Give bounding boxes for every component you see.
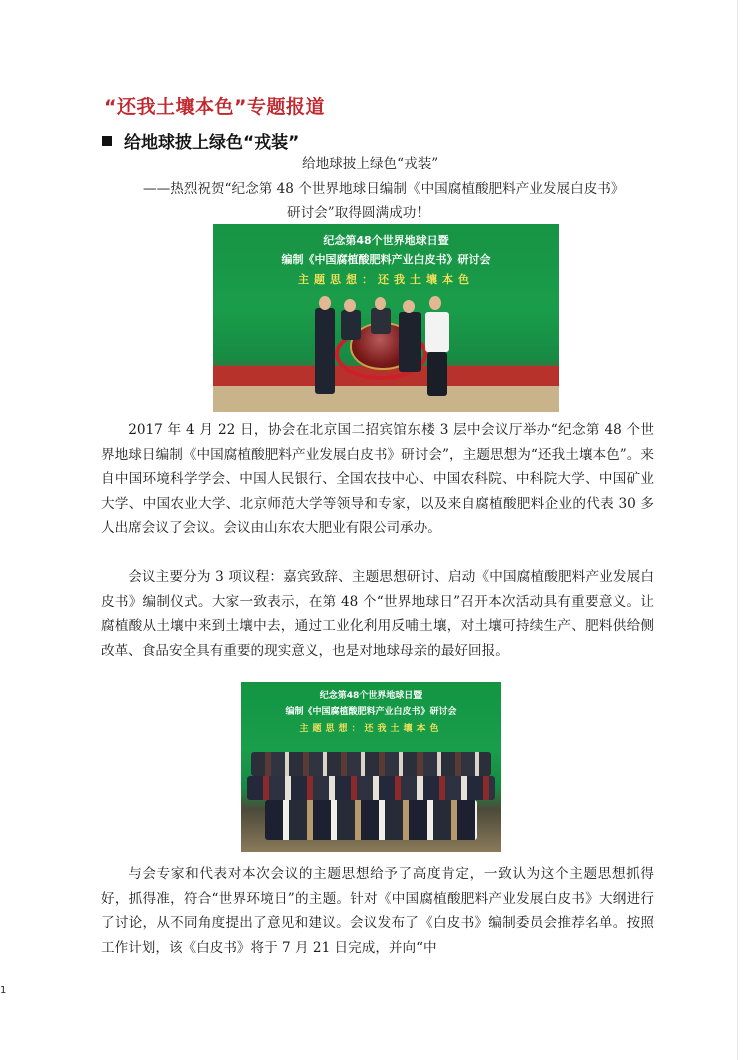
photo-banner-line1: 纪念第48个世界地球日暨 [323, 234, 449, 247]
photo-banner-line3: 主题思想：还我土壤本色 [299, 724, 443, 734]
person [399, 312, 421, 372]
page-edge [737, 0, 738, 1060]
person-head [319, 296, 331, 310]
article-subhead-line2: 研讨会”取得圆满成功！ [287, 205, 430, 221]
person-head [375, 297, 386, 310]
person [371, 308, 391, 334]
article-headline: 给地球披上绿色“戎装” [302, 156, 439, 172]
paragraph-3: 与会专家和代表对本次会议的主题思想给予了高度肯定，一致认为这个主题思想抓得好，抓得准，符合“世界环境日”的主题。针对《中国腐植酸肥料产业发展白皮书》大纲进行了讨论，从不同角度提出了意见和建议。会议发布了《白皮书》编制委员会推荐名单。按照工作计划，该《白皮书》将于 7 月 21 日完成，并向“中 [101, 866, 654, 956]
square-bullet-icon [102, 136, 112, 146]
person-head [403, 300, 415, 313]
person [427, 352, 447, 396]
subsection-heading [102, 128, 299, 153]
group-back-row [251, 752, 491, 776]
photo-banner-line2: 编制《中国腐植酸肥料产业白皮书》研讨会 [285, 707, 457, 717]
photo-banner-line2: 编制《中国腐植酸肥料产业白皮书》研讨会 [281, 253, 491, 266]
subsection-title: 给地球披上绿色“戎装” [124, 133, 300, 153]
photo-banner-line3: 主题思想：还我土壤本色 [298, 273, 474, 286]
person [341, 310, 361, 340]
group-photo [241, 682, 501, 852]
floor [213, 386, 559, 412]
group-middle-row [247, 776, 495, 800]
paragraph-1: 2017 年 4 月 22 日，协会在北京国二招宾馆东楼 3 层中会议厅举办“纪念第 48 个世界地球日编制《中国腐植酸肥料产业发展白皮书》研讨会”，主题思想为“还我土壤本色”。来自中国环境科学学会、中国人民银行、全国农技中心、中国农科院、中科院大学、中国矿业大学、中国农业大学、北京师范大学等领导和专家，以及来自腐植酸肥料企业的代表 30 多人出席会议了会议。会议由山东农大肥业有限公司承办。 [101, 422, 654, 537]
page-number: 1 [0, 985, 7, 996]
person [315, 308, 335, 394]
person [425, 312, 449, 352]
photo-banner-line1: 纪念第48个世界地球日暨 [319, 691, 423, 701]
section-title: “还我土壤本色”专题报道 [104, 96, 325, 118]
article-subhead-line1: ——热烈祝贺“纪念第 48 个世界地球日编制《中国腐植酸肥料产业发展白皮书》 [143, 181, 625, 197]
group-front-row [265, 800, 477, 840]
person-head [429, 296, 441, 310]
person-head [344, 299, 356, 312]
ceremony-photo [213, 224, 559, 412]
paragraph-2: 会议主要分为 3 项议程：嘉宾致辞、主题思想研讨、启动《中国腐植酸肥料产业发展白皮书》编制仪式。大家一致表示，在第 48 个“世界地球日”召开本次活动具有重要意义。让腐植酸从土壤中来到土壤中去，通过工业化利用反哺土壤，对土壤可持续生产、肥料供给侧改革、食品安全具有重要的现实意义，也是对地球母亲的最好回报。 [101, 569, 654, 659]
